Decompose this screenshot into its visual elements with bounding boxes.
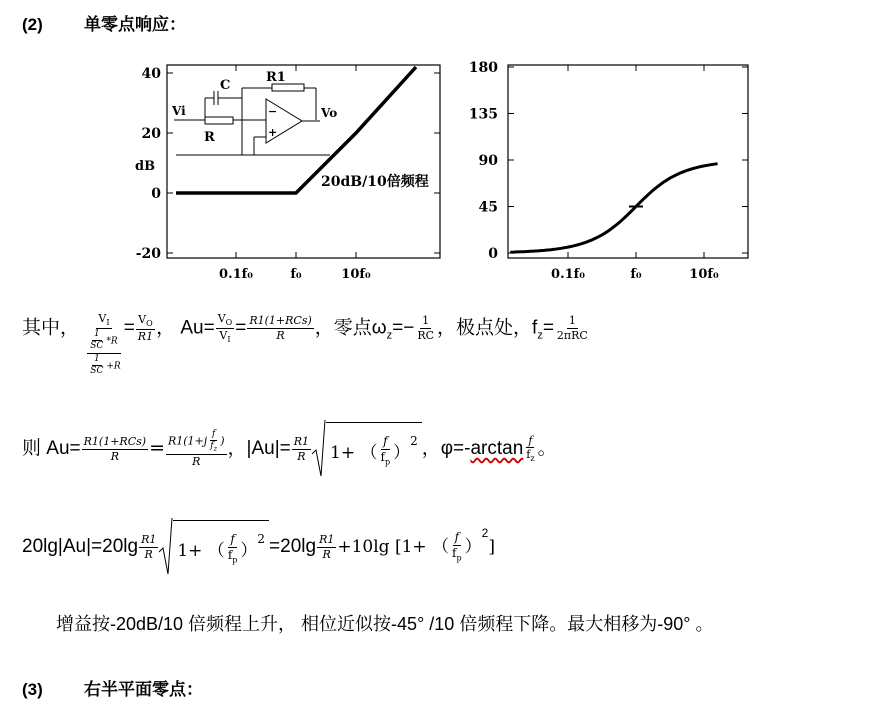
circuit-label-c: C <box>220 78 231 93</box>
magnitude-sqrt: 1+ （ $\frac{f}{f_p}$ ） $^2$ <box>312 420 422 478</box>
section-3-heading <box>22 675 203 700</box>
y-axis-unit: dB <box>135 159 156 174</box>
y-tick-label: 45 <box>478 199 498 216</box>
vo-over-vi-fraction: $\frac{V_O}{V_I}$ <box>217 312 233 345</box>
r1-over-r-fraction-2: $\frac{R1}{R}$ <box>319 532 335 561</box>
y-tick-label: 0 <box>151 186 161 202</box>
r1-over-r-fraction: $\frac{R1}{R}$ <box>141 532 157 561</box>
circuit-label-r: R <box>204 130 215 145</box>
pole-fraction: $\frac{1}{\text{2πRC}}$ <box>556 314 588 343</box>
circuit-schematic <box>174 84 330 155</box>
section-number: (3) <box>22 680 43 699</box>
circuit-label-r1: R1 <box>266 70 286 85</box>
equation-line-3: 20lg|Au|=20lg $\frac{R1}{R}$ 1+ （ $\frac{f}{f_p}$ ） $^2$ =20lg $\frac{R1}{R}$ +10lg [1+ （ $\frac{f}{f_p}$ ）$^2$] <box>22 518 495 576</box>
section-2-heading <box>22 10 186 35</box>
magnitude-tick-marks <box>167 65 440 258</box>
x-tick-label: f₀ <box>290 267 302 282</box>
section-title: 右半平面零点： <box>84 680 203 699</box>
y-tick-label: 90 <box>478 153 498 169</box>
db-sqrt: 1+ （ $\frac{f}{f_p}$ ） $^2$ <box>159 518 269 576</box>
opamp-minus-sign: − <box>268 105 278 118</box>
f-over-fp-fraction: $\frac{f}{f_p}$ <box>452 530 462 563</box>
opamp-plus-sign: + <box>268 126 278 139</box>
x-tick-label: f₀ <box>630 267 642 282</box>
equation-line-1: 其中， $V_I$ $\frac{1}{SC}$ *R $\frac{1}{SC}$ +R = $\frac{V_O}{R1}$ ， Au= $\frac{V_O}{V_I}$ = $\frac{\text{R1(1+RCs)}}{R}$ ，零点$\omega_z=-$ $\frac{1}{RC}$ ，极点处，$f_z=$ $\frac{1}{\text{2πRC}}$ <box>22 312 588 376</box>
y-tick-label: 0 <box>488 246 498 262</box>
phase-curve <box>510 164 717 253</box>
magnitude-x-tick-labels <box>219 267 371 282</box>
bode-phase-plot <box>450 55 770 285</box>
phase-fraction: $\frac{f}{f_z}$ <box>526 433 535 464</box>
circuit-label-vo: Vo <box>321 106 338 120</box>
eq1-prefix: 其中， <box>22 317 80 339</box>
zero-fraction: $\frac{1}{RC}$ <box>417 314 435 343</box>
circuit-label-vi: Vi <box>172 104 186 118</box>
y-tick-label: 135 <box>468 106 498 123</box>
phase-x-tick-labels <box>551 267 719 282</box>
y-tick-label: 20 <box>141 126 161 142</box>
y-tick-label: 40 <box>141 66 161 82</box>
bode-magnitude-plot <box>120 55 450 285</box>
au-rcs-fraction: $\frac{\text{R1(1+RCs)}}{R}$ <box>83 434 147 463</box>
au-jf-fraction: R1(1+j $\frac{f}{f_z}$ ) R <box>167 429 225 469</box>
transfer-ratio-fraction: $V_I$ $\frac{1}{SC}$ *R $\frac{1}{SC}$ +R <box>85 312 122 377</box>
summary-paragraph: 增益按-20dB/10 倍频程上升， 相位近似按-45° /10 倍频程下降。最大相移为-90° 。 <box>56 614 714 634</box>
plot-frame <box>167 65 440 258</box>
equation-line-2: 则 Au= $\frac{\text{R1(1+RCs)}}{R}$ = R1(1+j $\frac{f}{f_z}$ ) R ，|Au|= $\frac{R1}{R}$ 1+ （ $\frac{f}{f_p}$ ） $^2$ ，φ=-arctan $\frac{f}{f_z}$ 。 <box>22 420 557 478</box>
phase-y-tick-labels <box>469 60 498 262</box>
au-expression-fraction: $\frac{\text{R1(1+RCs)}}{R}$ <box>249 314 312 343</box>
plot-frame <box>508 65 748 258</box>
section-number: (2) <box>22 15 43 34</box>
x-tick-label: 0.1f₀ <box>219 267 253 282</box>
vo-over-r1-fraction: $\frac{V_O}{R1}$ <box>137 313 154 344</box>
y-tick-label: -20 <box>135 246 161 262</box>
phase-tick-marks <box>508 65 748 258</box>
slope-annotation: 20dB/10倍频程 <box>321 174 429 190</box>
section-title: 单零点响应： <box>84 15 186 34</box>
x-tick-label: 10f₀ <box>341 267 371 282</box>
r1-over-r-fraction: $\frac{R1}{R}$ <box>293 434 310 463</box>
y-tick-label: 180 <box>468 60 498 76</box>
x-tick-label: 0.1f₀ <box>551 267 585 282</box>
x-tick-label: 10f₀ <box>689 267 719 282</box>
